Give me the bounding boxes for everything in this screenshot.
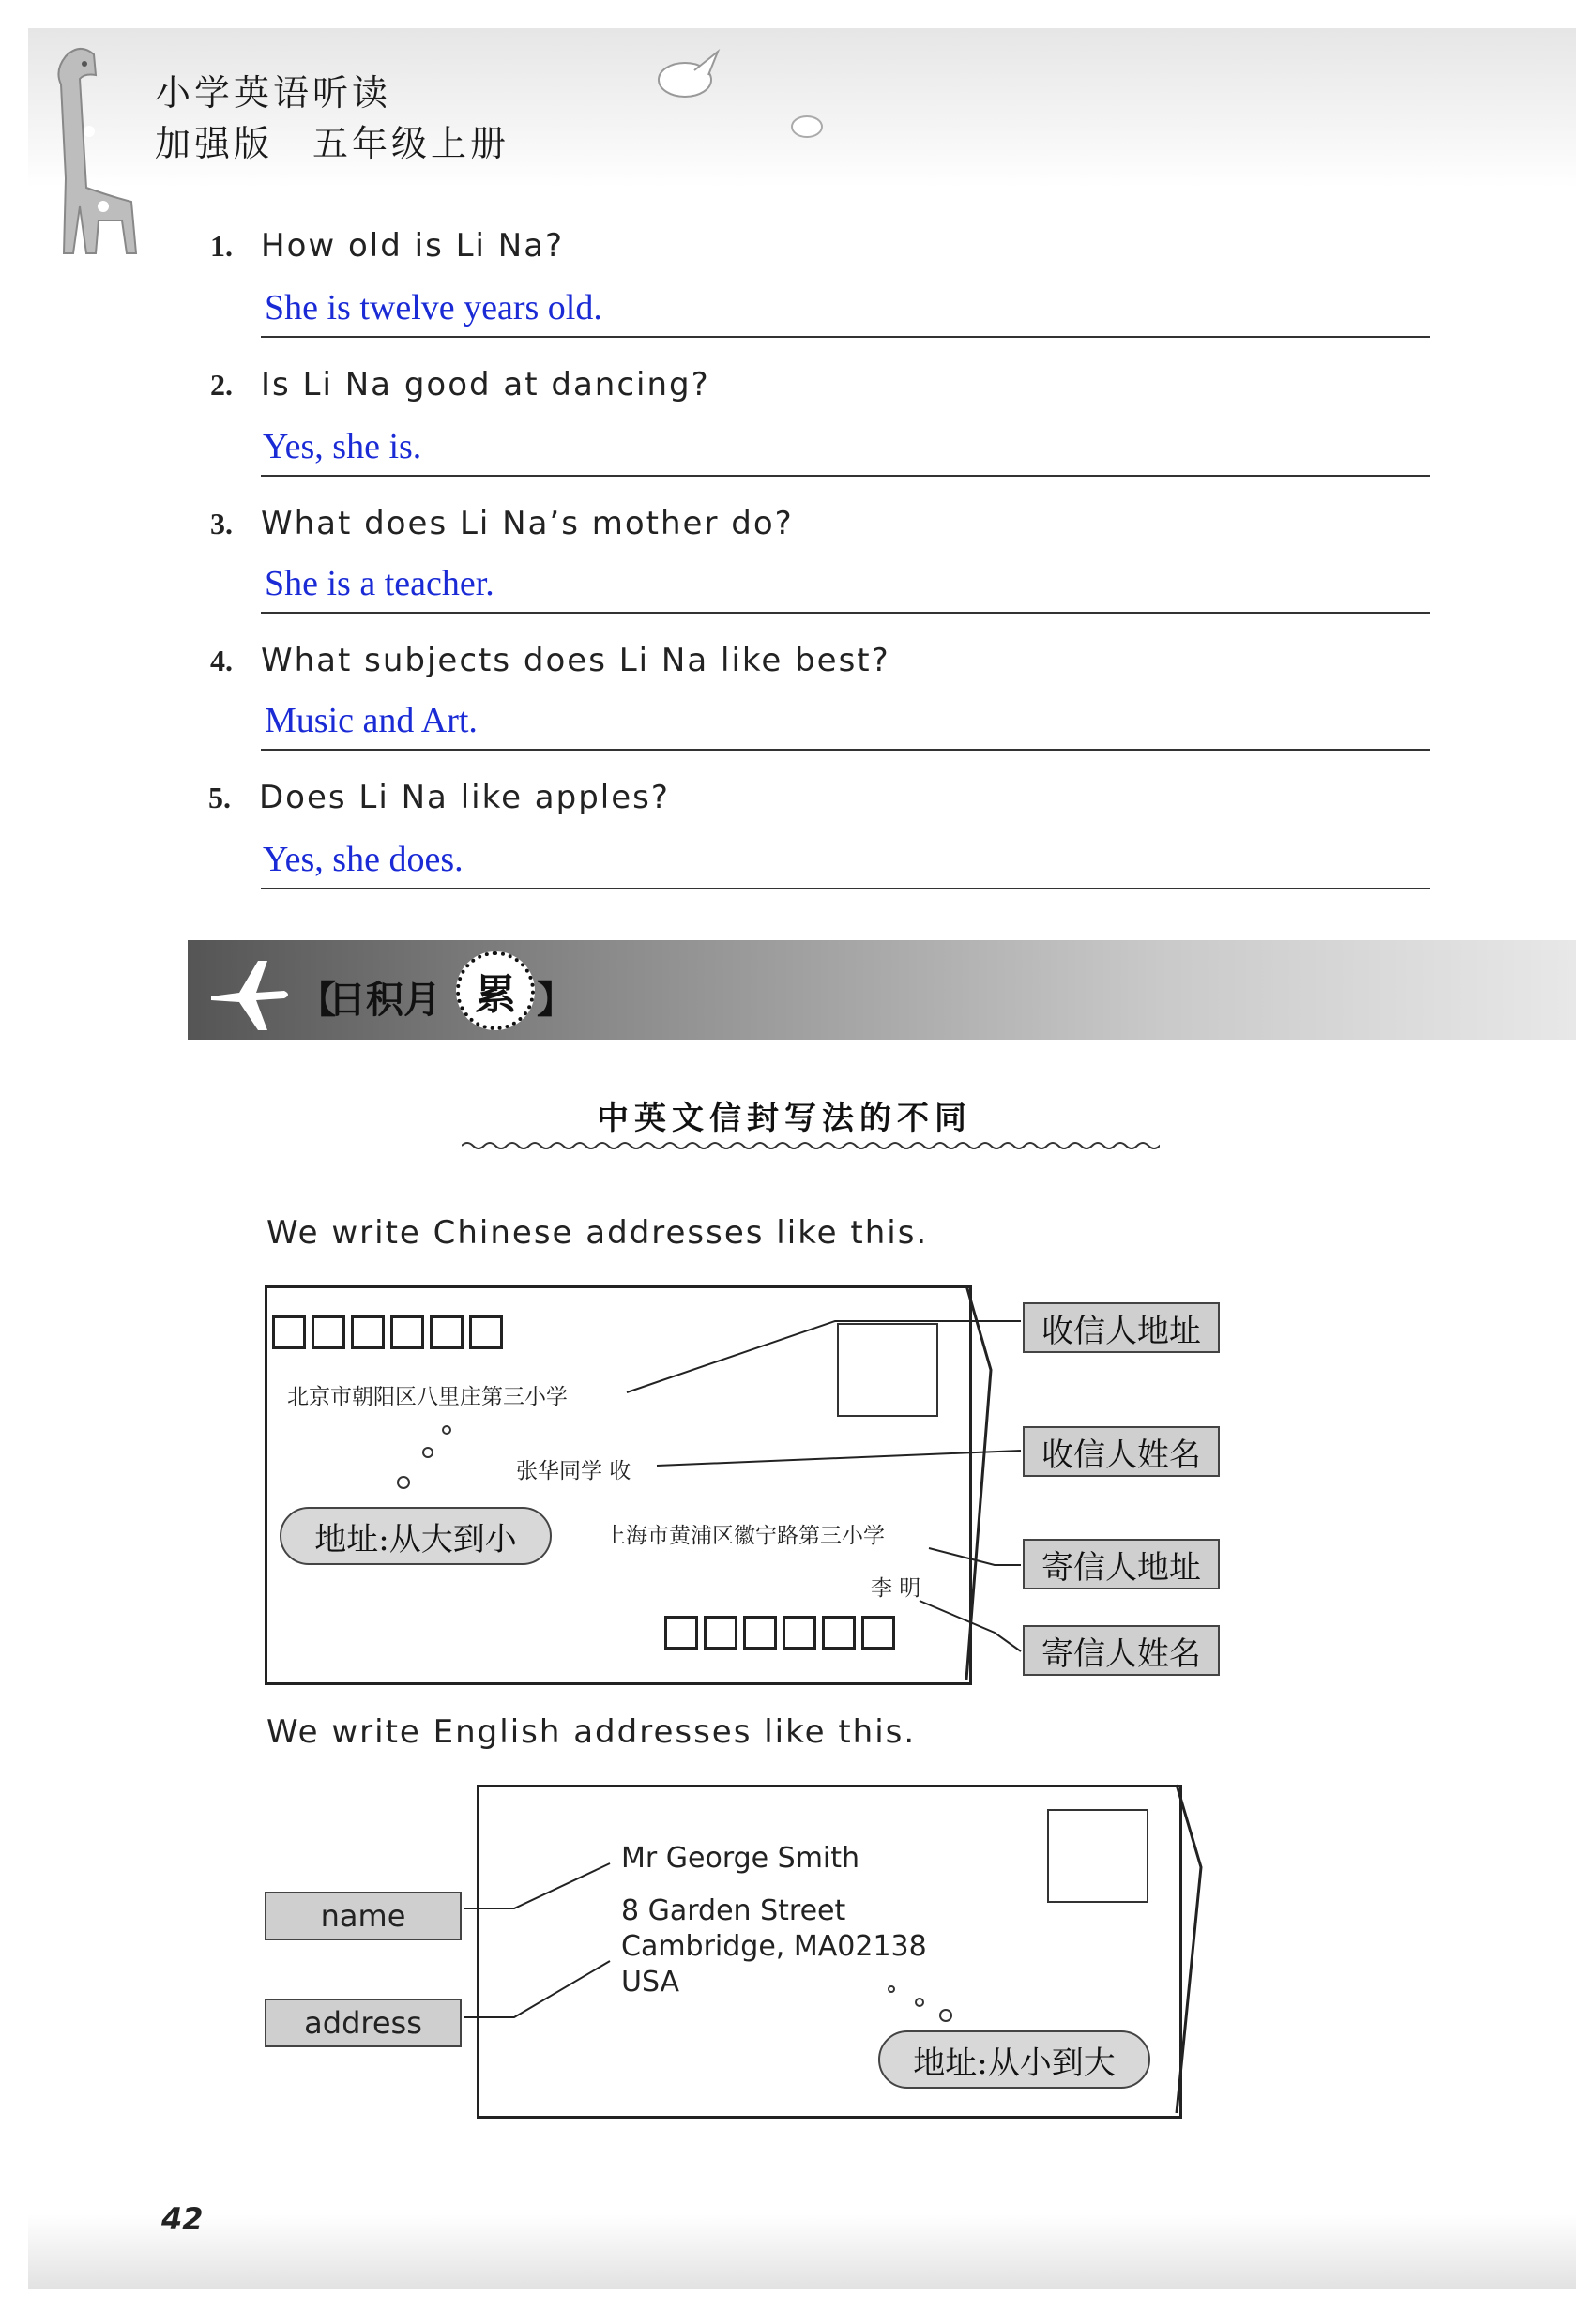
label-sender-name: 寄信人姓名 [1023,1625,1220,1676]
sender-address: 上海市黄浦区徽宁路第三小学 [604,1524,885,1548]
section-title: 中英文信封写法的不同 [597,1100,972,1137]
question-text: What does Li Na’s mother do? [261,505,794,542]
label-name: name [265,1892,462,1940]
answer-text: She is twelve years old. [265,288,602,327]
sender-name: 李 明 [871,1576,921,1601]
question-number: 2. [210,368,233,402]
label-receiver-name: 收信人姓名 [1023,1426,1220,1477]
banner-right-bracket: 】 [537,978,574,1022]
question-number: 4. [210,644,233,677]
english-intro: We write English addresses like this. [266,1713,917,1751]
question-text: Is Li Na good at dancing? [261,366,710,403]
receiver-address: 北京市朝阳区八里庄第三小学 [287,1385,568,1409]
receiver-name: 张华同学 收 [516,1459,631,1483]
chinese-intro: We write Chinese addresses like this. [266,1214,929,1252]
answer-text: Yes, she does. [263,840,464,879]
answer-text: Music and Art. [265,701,478,740]
footer-band [28,2214,1576,2289]
book-edition-title: 加强版 五年级上册 [155,123,510,164]
label-address: address [265,1999,462,2047]
address-line-1: 8 Garden Street [621,1894,846,1927]
address-line-2: Cambridge, MA02138 [621,1930,927,1963]
question-text: What subjects does Li Na like best? [261,642,890,679]
question-number: 5. [208,781,231,814]
banner-left-bracket: 【 [298,978,336,1022]
answer-text: Yes, she is. [263,427,422,466]
question-number: 3. [210,507,233,540]
banner-circle-char: 累 [456,951,535,1030]
cloud-small-to-big: 地址:从小到大 [878,2030,1150,2089]
question-text: How old is Li Na? [261,227,565,265]
question-text: Does Li Na like apples? [259,779,670,816]
label-receiver-address: 收信人地址 [1023,1302,1220,1353]
book-series-title: 小学英语听读 [155,72,392,114]
page-number: 42 [161,2201,204,2237]
cloud-big-to-small: 地址:从大到小 [280,1507,552,1565]
recipient-name-line: Mr George Smith [621,1842,860,1875]
label-sender-address: 寄信人地址 [1023,1539,1220,1589]
answer-text: She is a teacher. [265,564,494,603]
question-number: 1. [210,229,233,263]
banner-title: 日积月 [328,978,441,1022]
address-line-3: USA [621,1966,680,1999]
